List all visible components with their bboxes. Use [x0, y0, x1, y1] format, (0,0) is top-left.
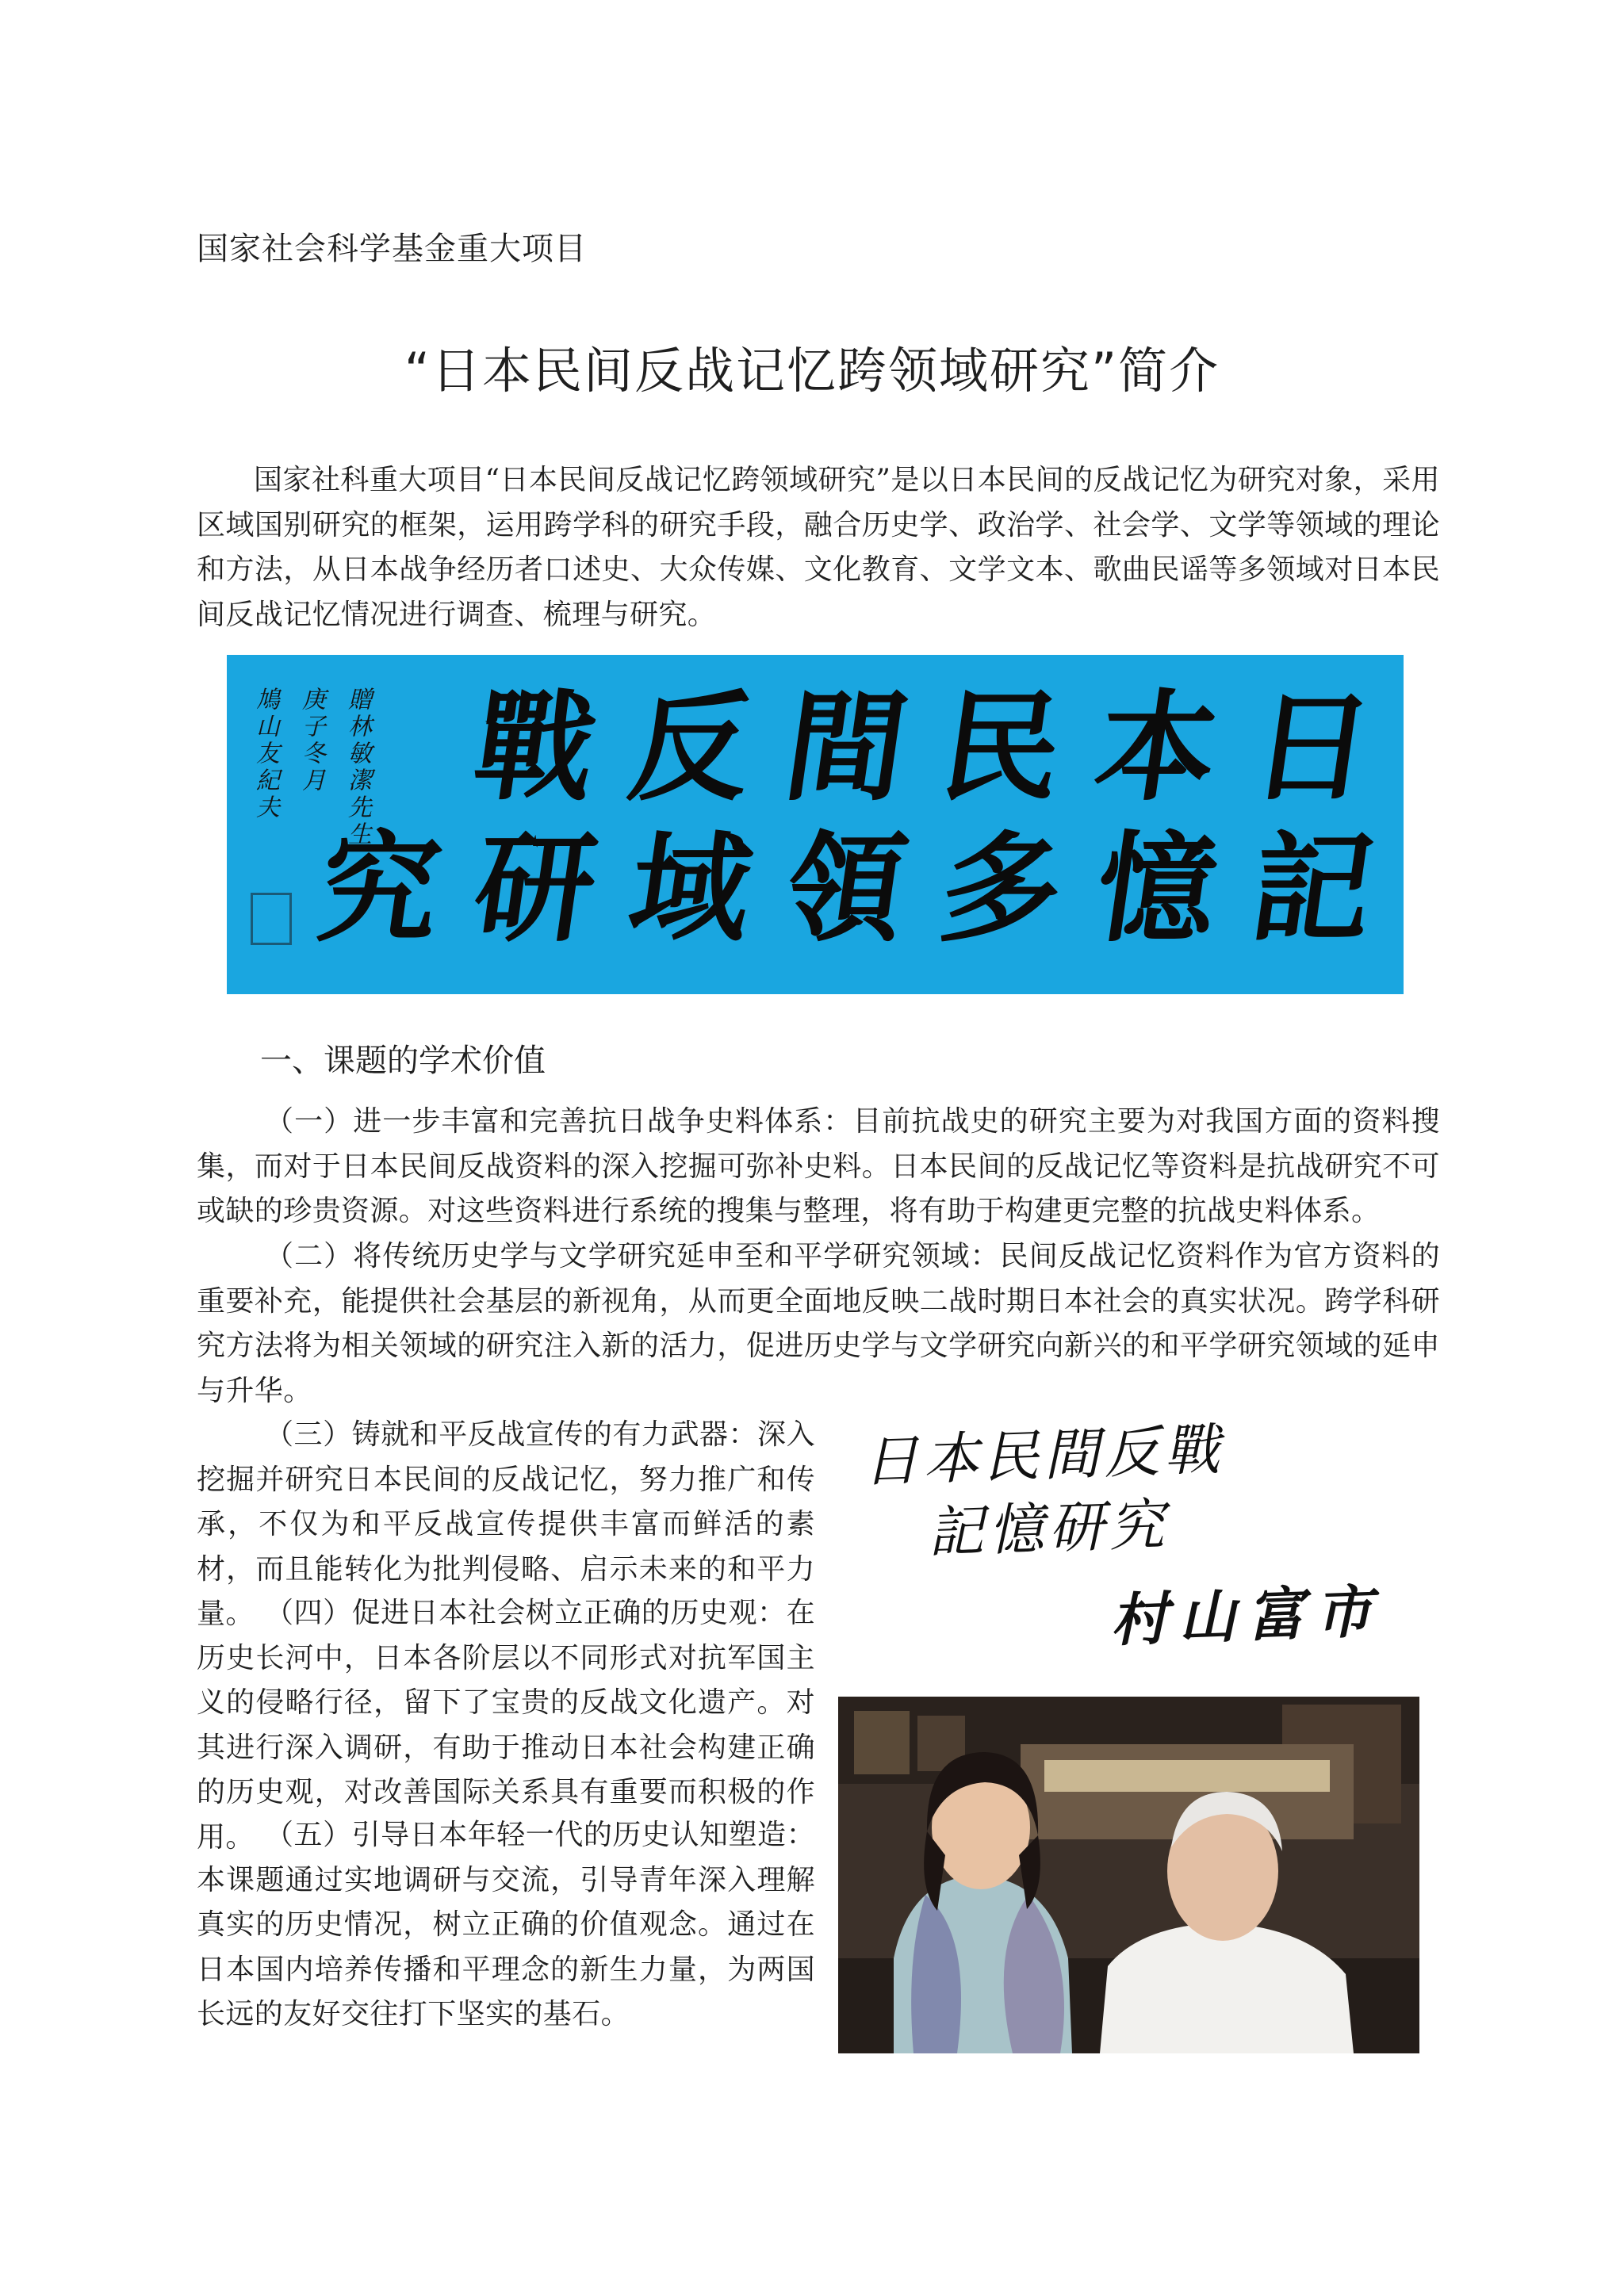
- calligraphy-char: 研: [465, 819, 605, 959]
- page-title: “日本民间反战记忆跨领域研究”简介: [404, 342, 1220, 400]
- seal-stamp: [251, 893, 292, 945]
- signature-line: 日本民間反戰: [861, 1417, 1226, 1494]
- calligraphy-char: 究: [310, 819, 450, 959]
- signature-line: 記憶研究: [926, 1491, 1170, 1566]
- calligraphy-char: 多: [932, 819, 1071, 959]
- calligraphy-char: 域: [621, 819, 760, 959]
- handwritten-signature: [856, 1411, 1427, 1654]
- intro-paragraph: 国家社科重大项目“日本民间反战记忆跨领域研究”是以日本民间的反战记忆为研究对象，采用区域国别研究的框架，运用跨学科的研究手段，融合历史学、政治学、社会学、文学等领域的理论和方法，从日本战争经历者口述史、大众传媒、文化教育、文学文本、歌曲民谣等多领域对日本民间反战记忆情况进行调查、梳理与研究。: [197, 464, 1440, 631]
- body-paragraph: （四）促进日本社会树立正确的历史观：在历史长河中，日本各阶层以不同形式对抗军国主义的侵略行径，留下了宝贵的反战文化遗产。对其进行深入调研，有助于推动日本社会构建正确的历史观，对改善国际关系具有重要而积极的作用。: [197, 1597, 815, 1854]
- body-paragraph: （五）引导日本年轻一代的历史认知塑造：本课题通过实地调研与交流，引导青年深入理解真实的历史情况，树立正确的价值观念。通过在日本国内培养传播和平理念的新生力量，为两国长远的友好交往打下坚实的基石。: [197, 1819, 815, 2030]
- calligraphy-char: 反: [621, 678, 760, 817]
- calligraphy-char: 憶: [1087, 819, 1227, 959]
- calligraphy-char: 間: [776, 678, 916, 817]
- calligraphy-char: 戰: [465, 678, 605, 817]
- photo-illustration: [838, 1697, 1419, 2053]
- calligraphy-char: 民: [932, 678, 1071, 817]
- portrait-photo: [838, 1697, 1419, 2053]
- calligraphy-char: 領: [776, 819, 916, 959]
- section-heading: 一、课题的学术价值: [260, 1043, 546, 1079]
- inscription-column: 庚子冬月: [297, 687, 325, 794]
- calligraphy-inscription: [247, 687, 374, 848]
- calligraphy-line-2: [284, 819, 1382, 959]
- inscription-column: 贈林敏潔先生: [343, 687, 371, 848]
- body-paragraph: （三）铸就和平反战宣传的有力武器：深入挖掘并研究日本民间的反战记忆，努力推广和传承，不仅为和平反战宣传提供丰富而鲜活的素材，而且能转化为批判侵略、启示未来的和平力量。: [197, 1418, 815, 1630]
- project-label: 国家社会科学基金重大项目: [197, 231, 587, 267]
- body-paragraph: （二）将传统历史学与文学研究延申至和平学研究领域：民间反战记忆资料作为官方资料的重要补充，能提供社会基层的新视角，从而更全面地反映二战时期日本社会的真实状况。跨学科研究方法将为相关领域的研究注入新的活力，促进历史学与文学研究向新兴的和平学研究领域的延申与升华。: [197, 1240, 1440, 1407]
- body-paragraph: （一）进一步丰富和完善抗日战争史料体系：目前抗战史的研究主要为对我国方面的资料搜集，而对于日本民间反战资料的深入挖掘可弥补史料。日本民间的反战记忆等资料是抗战研究不可或缺的珍贵资源。对这些资料进行系统的搜集与整理，将有助于构建更完整的抗战史料体系。: [197, 1105, 1440, 1227]
- calligraphy-banner: [227, 655, 1404, 994]
- calligraphy-line-1: [439, 678, 1382, 817]
- calligraphy-char: 記: [1243, 819, 1382, 959]
- calligraphy-char: 日: [1243, 678, 1382, 817]
- signature-name: 村山富市: [1109, 1577, 1385, 1654]
- inscription-column: 鳩山友紀夫: [251, 687, 279, 821]
- calligraphy-char: 本: [1087, 678, 1227, 817]
